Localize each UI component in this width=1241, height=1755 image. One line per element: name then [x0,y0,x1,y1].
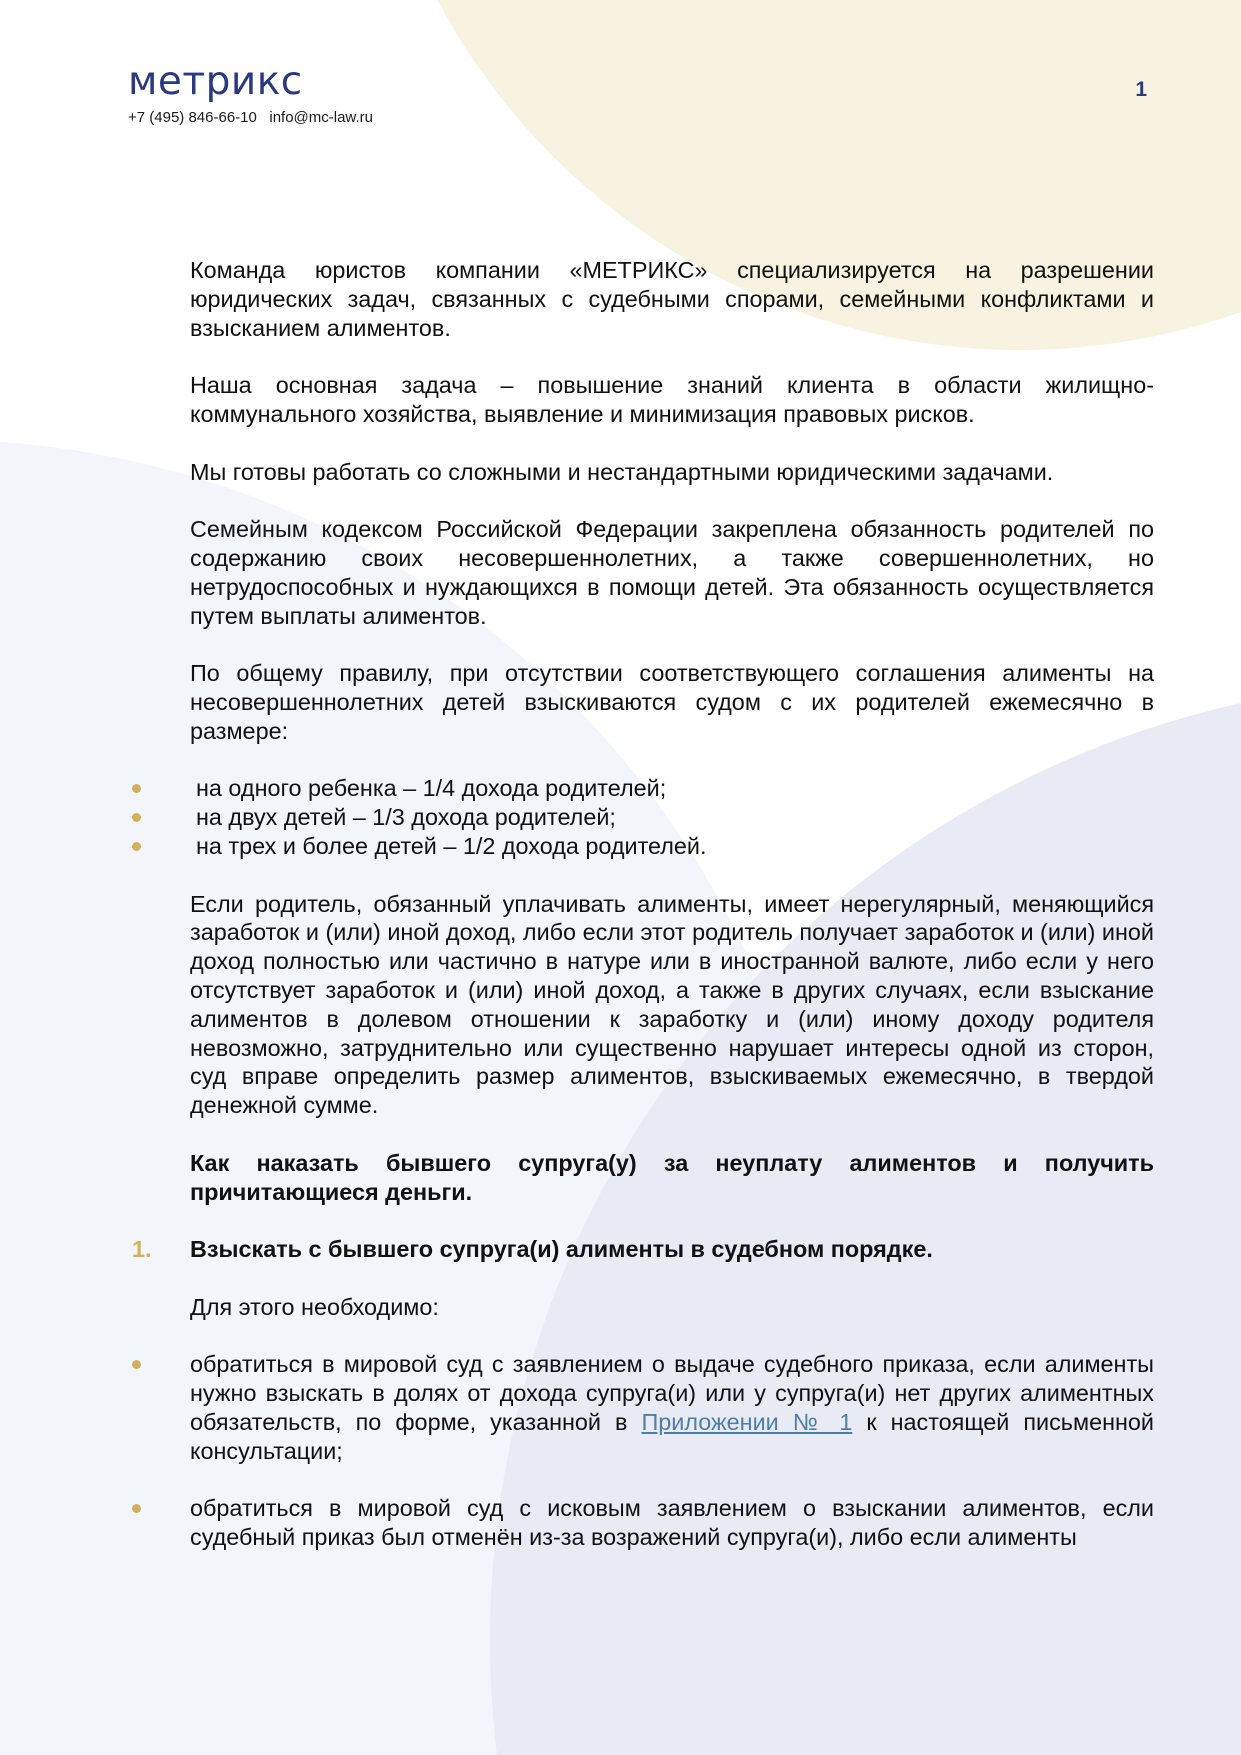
appendix-1-link[interactable]: Приложении № 1 [641,1408,853,1435]
general-rule-paragraph: По общему правилу, при отсутствии соответствующего соглашения алименты на несовершеннолетних детей взыскиваются судом с их родителей ежемесячно в размере: [190,660,1154,744]
list-item: на одного ребенка – 1/4 дохода родителей; [190,774,1154,803]
letterhead [128,59,373,126]
contact-line [128,109,373,126]
phone-number: +7 (495) 846-66-10 [128,109,257,126]
list-item: на трех и более детей – 1/2 дохода родителей. [190,832,1154,861]
steps-list [132,1235,1154,1264]
list-item: на двух детей – 1/3 дохода родителей; [190,803,1154,832]
step-item [132,1235,1154,1264]
document-body [132,256,1154,1581]
intro-paragraph: Команда юристов компании «МЕТРИКС» специализируется на разрешении юридических задач, связанных с судебными спорами, семейными конфликтами и взысканием алиментов. [190,257,1154,341]
family-code-paragraph: Семейным кодексом Российской Федерации закреплена обязанность родителей по содержанию своих несовершеннолетних, а также совершеннолетних, но нетрудоспособных и нуждающихся в помощи детей. Эта обязанность осуществляется путем выплаты алиментов. [190,516,1154,629]
company-logo: метрикс [128,59,303,104]
bullet-dot-icon [132,842,141,851]
capability-paragraph: Мы готовы работать со сложными и нестандартными юридическими задачами. [190,458,1054,485]
actions-list [190,1350,1154,1552]
section-heading: Как наказать бывшего супруга(у) за неуплату алиментов и получить причитающиеся деньги. [190,1149,1154,1205]
requirements-intro: Для этого необходимо: [190,1293,439,1320]
list-item: обратиться в мировой суд с заявлением о выдаче судебного приказа, если алименты нужно взыскать в долях от дохода супруга(и) или у супруга(и) нет других алиментных обязательств, по форме, указанной в Приложении № 1 к настоящей письменной консультации; [190,1350,1154,1465]
mission-paragraph: Наша основная задача – повышение знаний клиента в области жилищно-коммунального хозяйства, выявление и минимизация правовых рисков. [190,372,1154,427]
fixed-sum-paragraph: Если родитель, обязанный уплачивать алименты, имеет нерегулярный, меняющийся заработок и (или) иной доход, либо если этот родитель получает заработок и (или) иной доход полностью или частично в натуре или в иностранной валюте, либо если у него отсутствует заработок и (или) иной доход, а также в других случаях, если взыскание алиментов в долевом отношении к заработку и (или) иному доходу родителя невозможно, затруднительно или существенно нарушает интересы одной из сторон, суд вправе определить размер алиментов, взыскиваемых ежемесячно, в твердой денежной сумме. [190,890,1154,1119]
page-number: 1 [1135,78,1147,101]
list-item: обратиться в мировой суд с исковым заявлением о взыскании алиментов, если судебный приказ был отменён из-за возражений супруга(и), либо если алименты [190,1494,1154,1552]
alimony-shares-list [190,774,1154,860]
step-number: 1. [132,1236,152,1263]
step-text: Взыскать с бывшего супруга(и) алименты в судебном порядке. [190,1236,933,1263]
email-address: info@mc-law.ru [269,109,373,126]
